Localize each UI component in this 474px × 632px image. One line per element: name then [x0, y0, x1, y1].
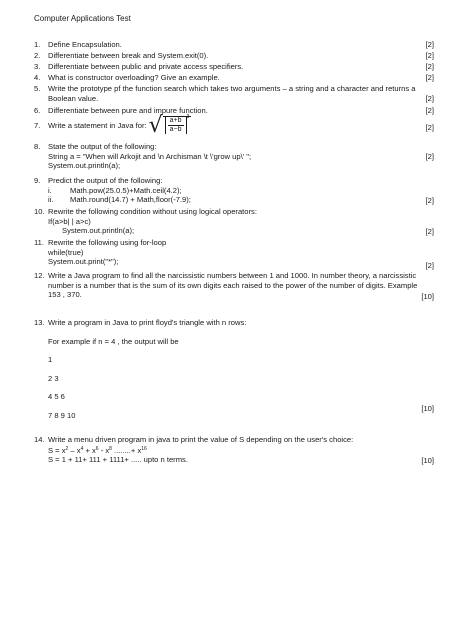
- question-marks: [10]: [421, 456, 434, 465]
- code-line: System.out.println(a);: [48, 161, 121, 171]
- code-line: System.out.println(a);: [62, 226, 135, 236]
- question-6: [34, 106, 434, 116]
- question-marks: [10]: [421, 292, 434, 301]
- formula-denominator: a−b: [169, 126, 182, 133]
- sub-text: Math.round(14.7) + Math,floor(-7.9);: [70, 195, 191, 205]
- triangle-row: 1: [48, 355, 53, 365]
- question-marks: [2]: [425, 62, 434, 71]
- question-marks: [2]: [425, 106, 434, 115]
- sub-label: ii.: [48, 195, 54, 205]
- question-11: [34, 238, 434, 270]
- question-number: 9.: [34, 176, 41, 185]
- question-4: [34, 73, 434, 83]
- question-number: 5.: [34, 84, 41, 93]
- question-number: 2.: [34, 51, 41, 60]
- question-marks: [2]: [425, 261, 434, 270]
- question-5: [34, 84, 434, 103]
- question-14: [34, 435, 434, 465]
- question-marks: [2]: [425, 123, 434, 132]
- question-text-cont: For example if n = 4 , the output will be: [48, 336, 179, 346]
- formula-exponent: 3: [186, 114, 190, 120]
- triangle-row: 4 5 6: [48, 392, 65, 402]
- question-number: 12.: [34, 271, 45, 280]
- question-marks: [2]: [425, 227, 434, 236]
- triangle-row: 7 8 9 10: [48, 410, 76, 420]
- question-number: 6.: [34, 106, 41, 115]
- question-8: [34, 142, 434, 171]
- question-text: What is constructor overloading? Give an example.: [48, 73, 220, 82]
- question-number: 11.: [34, 238, 44, 247]
- question-text-cont: number is a number that is the sum of its own digits each raised to the power of the number of digits. Example: [48, 280, 418, 290]
- question-text: Write the prototype pf the function search which takes two arguments – a string and a character and returns a: [48, 84, 416, 93]
- code-line: String a = "When will Arkojit and \n Archisman \t \'grow up\' ";: [48, 151, 252, 161]
- question-marks: [2]: [425, 196, 434, 205]
- question-text: Rewrite the following condition without using logical operators:: [48, 207, 257, 216]
- question-text: Write a Java program to find all the narcissistic numbers between 1 and 1000. In number theory, a narcissistic: [48, 271, 417, 280]
- question-9: [34, 176, 434, 205]
- formula-sqrt: [148, 113, 192, 138]
- code-line: If(a>b| | a>c): [48, 216, 91, 226]
- question-marks: [2]: [425, 152, 434, 161]
- series-2: S = 1 + 11+ 111 + 1111+ ..... upto n terms.: [48, 455, 188, 465]
- question-text: State the output of the following:: [48, 142, 157, 151]
- question-2: [34, 51, 434, 61]
- sub-label: i.: [48, 185, 52, 195]
- question-marks: [2]: [425, 94, 434, 103]
- question-text: Write a program in Java to print floyd's triangle with n rows:: [48, 318, 247, 327]
- question-13: [34, 318, 434, 421]
- series-1: $S = x^2 - x^4 + x^6 - x^8$ ........+ $x^{16}$: [48, 445, 147, 455]
- question-number: 7.: [34, 121, 41, 131]
- question-number: 10.: [34, 207, 45, 216]
- question-text: Rewrite the following using for-loop: [48, 238, 167, 247]
- question-text: Differentiate between pure and impure function.: [48, 106, 208, 115]
- question-7: [34, 113, 434, 138]
- paper-title: Computer Applications Test: [34, 14, 131, 23]
- question-marks: [2]: [425, 40, 434, 49]
- question-number: 3.: [34, 62, 41, 71]
- question-text: Define Encapsulation.: [48, 40, 122, 49]
- question-text: Write a menu driven program in java to print the value of S depending on the user's choice:: [48, 435, 354, 444]
- question-number: 4.: [34, 73, 41, 82]
- question-marks: [10]: [421, 404, 434, 413]
- question-text-cont: Boolean value.: [48, 93, 99, 103]
- code-line: while(true): [48, 247, 84, 257]
- question-number: 13.: [34, 318, 45, 327]
- question-3: [34, 62, 434, 72]
- question-text: Differentiate between public and private access specifiers.: [48, 62, 244, 71]
- question-number: 8.: [34, 142, 41, 151]
- question-12: [34, 271, 434, 300]
- formula-numerator: a+b: [169, 117, 182, 124]
- triangle-row: 2 3: [48, 373, 59, 383]
- question-10: [34, 207, 434, 236]
- code-line: System.out.print("*");: [48, 257, 119, 267]
- question-text-cont: 153 , 370.: [48, 290, 82, 300]
- question-number: 14.: [34, 435, 45, 444]
- question-number: 1.: [34, 40, 41, 49]
- question-text: Write a statement in Java for:: [48, 121, 147, 131]
- question-text: Differentiate between break and System.exit(0).: [48, 51, 209, 60]
- question-1: [34, 40, 434, 50]
- radical-sign: √: [148, 113, 163, 138]
- question-text: Predict the output of the following:: [48, 176, 163, 185]
- question-marks: [2]: [425, 73, 434, 82]
- question-marks: [2]: [425, 51, 434, 60]
- sub-text: Math.pow(25.0.5)+Math.ceil(4.2);: [70, 185, 182, 195]
